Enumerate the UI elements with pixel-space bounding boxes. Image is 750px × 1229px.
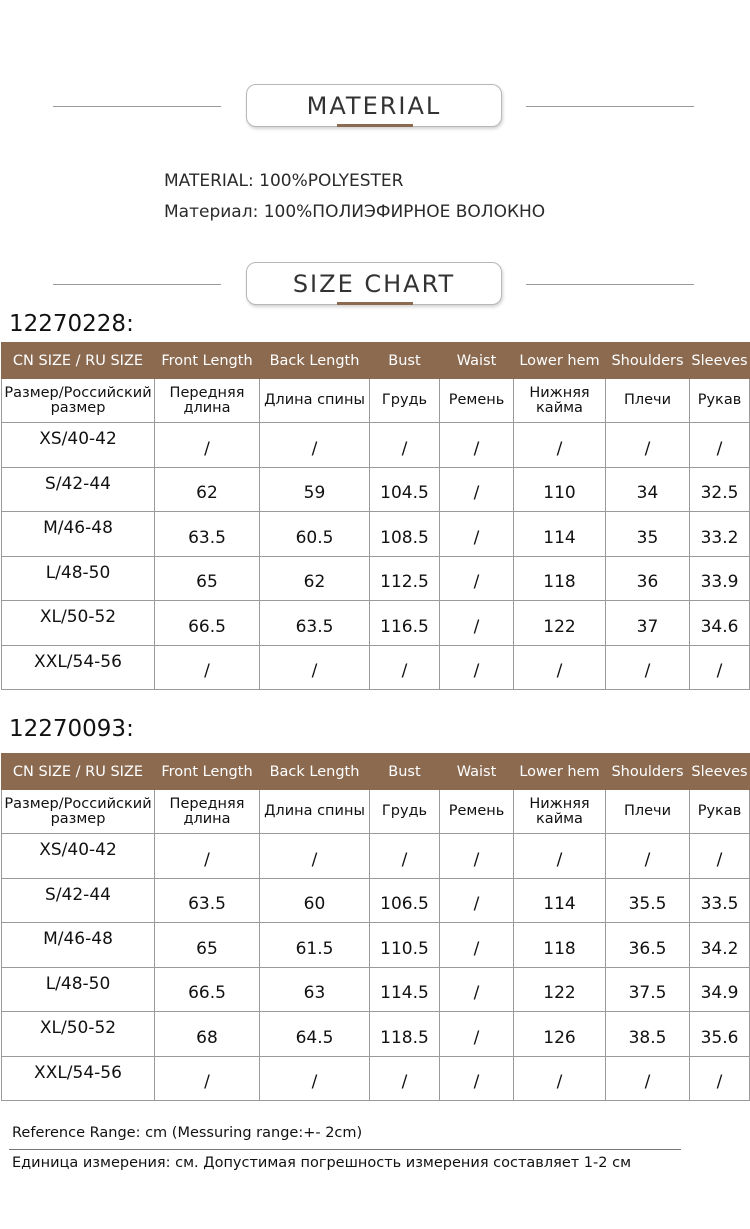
ru-column-header: Нижняя кайма — [514, 790, 606, 834]
measurement-cell: / — [440, 834, 514, 879]
size-table-2 — [1, 753, 750, 1101]
measurement-cell: / — [370, 1056, 440, 1101]
measurement-cell: 122 — [514, 967, 606, 1012]
table-row — [2, 834, 750, 879]
material-description — [164, 166, 545, 228]
measurement-cell: 126 — [514, 1012, 606, 1057]
ru-column-header: Грудь — [370, 790, 440, 834]
column-header: Lower hem — [514, 754, 606, 790]
column-header: Front Length — [155, 343, 260, 379]
ru-column-header: Размер/Российский размер — [2, 379, 155, 423]
column-header: Back Length — [260, 754, 370, 790]
table-row — [2, 467, 750, 512]
measurement-cell: 116.5 — [370, 601, 440, 646]
measurement-cell: 118.5 — [370, 1012, 440, 1057]
measurement-cell: / — [155, 423, 260, 468]
size-chart-section-header — [0, 262, 750, 308]
measurement-cell: 60.5 — [260, 512, 370, 557]
ru-column-header: Ремень — [440, 379, 514, 423]
column-header: Sleeves — [690, 343, 750, 379]
reference-range-ru: Единица измерения: см. Допустимая погрешность измерения составляет 1-2 см — [12, 1155, 632, 1171]
measurement-cell: 63 — [260, 967, 370, 1012]
measurement-cell: 65 — [155, 923, 260, 968]
table-row — [2, 878, 750, 923]
measurement-cell: / — [606, 645, 690, 690]
measurement-cell: / — [514, 1056, 606, 1101]
measurement-cell: 37.5 — [606, 967, 690, 1012]
measurement-cell: 34.6 — [690, 601, 750, 646]
footer-divider — [9, 1149, 681, 1150]
measurement-cell: / — [440, 967, 514, 1012]
ru-column-header: Ремень — [440, 790, 514, 834]
measurement-cell: 68 — [155, 1012, 260, 1057]
measurement-cell: / — [370, 834, 440, 879]
measurement-cell: 33.2 — [690, 512, 750, 557]
column-header: Waist — [440, 343, 514, 379]
measurement-cell: 66.5 — [155, 967, 260, 1012]
size-label-cell: L/48-50 — [2, 967, 155, 1012]
measurement-cell: / — [260, 834, 370, 879]
ru-column-header: Длина спины — [260, 379, 370, 423]
size-label-cell: S/42-44 — [2, 878, 155, 923]
table-row — [2, 1056, 750, 1101]
measurement-cell: 114 — [514, 512, 606, 557]
measurement-cell: 62 — [260, 556, 370, 601]
measurement-cell: 34.9 — [690, 967, 750, 1012]
ru-header-row — [2, 790, 750, 834]
divider-left — [53, 106, 221, 107]
reference-range-en: Reference Range: cm (Messuring range:+- 2cm) — [12, 1125, 363, 1141]
material-line-en: MATERIAL: 100%POLYESTER — [164, 171, 404, 191]
measurement-cell: 63.5 — [260, 601, 370, 646]
measurement-cell: 110.5 — [370, 923, 440, 968]
measurement-cell: 114.5 — [370, 967, 440, 1012]
measurement-cell: 35.6 — [690, 1012, 750, 1057]
measurement-cell: / — [514, 834, 606, 879]
measurement-cell: 32.5 — [690, 467, 750, 512]
table-row — [2, 601, 750, 646]
ru-column-header: Передняя длина — [155, 790, 260, 834]
measurement-cell: / — [260, 1056, 370, 1101]
measurement-cell: 63.5 — [155, 878, 260, 923]
measurement-cell: 38.5 — [606, 1012, 690, 1057]
measurement-cell: 34 — [606, 467, 690, 512]
divider-right — [526, 284, 694, 285]
measurement-cell: / — [155, 1056, 260, 1101]
measurement-cell: / — [440, 645, 514, 690]
size-label-cell: L/48-50 — [2, 556, 155, 601]
measurement-cell: / — [690, 423, 750, 468]
ru-column-header: Размер/Российский размер — [2, 790, 155, 834]
measurement-cell: 64.5 — [260, 1012, 370, 1057]
measurement-cell: 108.5 — [370, 512, 440, 557]
measurement-cell: / — [260, 645, 370, 690]
column-header: Front Length — [155, 754, 260, 790]
measurement-cell: / — [606, 834, 690, 879]
measurement-cell: 112.5 — [370, 556, 440, 601]
measurement-cell: / — [440, 512, 514, 557]
column-header: Bust — [370, 754, 440, 790]
size-chart-title: SIZE CHART — [246, 262, 502, 305]
column-header: Waist — [440, 754, 514, 790]
size-label-cell: XL/50-52 — [2, 601, 155, 646]
column-header: Bust — [370, 343, 440, 379]
size-label-cell: S/42-44 — [2, 467, 155, 512]
material-title: MATERIAL — [246, 84, 502, 127]
measurement-cell: 59 — [260, 467, 370, 512]
column-header: CN SIZE / RU SIZE — [2, 754, 155, 790]
column-header: CN SIZE / RU SIZE — [2, 343, 155, 379]
measurement-cell: 66.5 — [155, 601, 260, 646]
measurement-cell: 35.5 — [606, 878, 690, 923]
measurement-cell: / — [440, 467, 514, 512]
measurement-cell: / — [155, 645, 260, 690]
ru-column-header: Рукав — [690, 790, 750, 834]
measurement-cell: / — [514, 423, 606, 468]
measurement-cell: 118 — [514, 923, 606, 968]
size-table-1 — [1, 342, 750, 690]
ru-column-header: Рукав — [690, 379, 750, 423]
measurement-cell: / — [440, 1056, 514, 1101]
measurement-cell: / — [690, 1056, 750, 1101]
table-row — [2, 512, 750, 557]
measurement-cell: 110 — [514, 467, 606, 512]
size-label-cell: XS/40-42 — [2, 423, 155, 468]
measurement-cell: / — [514, 645, 606, 690]
measurement-cell: 35 — [606, 512, 690, 557]
product-code-2: 12270093: — [9, 716, 134, 742]
measurement-cell: 61.5 — [260, 923, 370, 968]
divider-right — [526, 106, 694, 107]
measurement-cell: 122 — [514, 601, 606, 646]
size-label-cell: XS/40-42 — [2, 834, 155, 879]
header-row — [2, 343, 750, 379]
material-section-header — [0, 84, 750, 130]
measurement-cell: 33.9 — [690, 556, 750, 601]
size-label-cell: M/46-48 — [2, 512, 155, 557]
table-row — [2, 923, 750, 968]
measurement-cell: 33.5 — [690, 878, 750, 923]
measurement-cell: 36.5 — [606, 923, 690, 968]
size-label-cell: XXL/54-56 — [2, 1056, 155, 1101]
measurement-cell: / — [606, 1056, 690, 1101]
measurement-cell: / — [260, 423, 370, 468]
table-row — [2, 645, 750, 690]
measurement-cell: 114 — [514, 878, 606, 923]
measurement-cell: / — [440, 601, 514, 646]
measurement-cell: / — [440, 1012, 514, 1057]
divider-left — [53, 284, 221, 285]
measurement-cell: / — [440, 556, 514, 601]
ru-header-row — [2, 379, 750, 423]
size-label-cell: XXL/54-56 — [2, 645, 155, 690]
measurement-cell: 62 — [155, 467, 260, 512]
measurement-cell: / — [440, 923, 514, 968]
measurement-cell: 65 — [155, 556, 260, 601]
measurement-cell: / — [440, 878, 514, 923]
header-row — [2, 754, 750, 790]
column-header: Sleeves — [690, 754, 750, 790]
column-header: Shoulders — [606, 343, 690, 379]
measurement-cell: / — [370, 423, 440, 468]
column-header: Back Length — [260, 343, 370, 379]
ru-column-header: Длина спины — [260, 790, 370, 834]
size-label-cell: M/46-48 — [2, 923, 155, 968]
measurement-cell: / — [370, 645, 440, 690]
title-accent-underline — [337, 124, 413, 127]
measurement-cell: / — [606, 423, 690, 468]
ru-column-header: Плечи — [606, 790, 690, 834]
measurement-cell: / — [690, 645, 750, 690]
measurement-cell: / — [155, 834, 260, 879]
measurement-cell: 60 — [260, 878, 370, 923]
measurement-cell: / — [690, 834, 750, 879]
ru-column-header: Нижняя кайма — [514, 379, 606, 423]
material-line-ru: Материал: 100%ПОЛИЭФИРНОЕ ВОЛОКНО — [164, 202, 546, 222]
table-row — [2, 1012, 750, 1057]
measurement-cell: 34.2 — [690, 923, 750, 968]
column-header: Shoulders — [606, 754, 690, 790]
table-row — [2, 423, 750, 468]
title-accent-underline — [337, 302, 413, 305]
measurement-cell: 63.5 — [155, 512, 260, 557]
ru-column-header: Плечи — [606, 379, 690, 423]
measurement-cell: 106.5 — [370, 878, 440, 923]
measurement-cell: 36 — [606, 556, 690, 601]
size-label-cell: XL/50-52 — [2, 1012, 155, 1057]
measurement-cell: 118 — [514, 556, 606, 601]
measurement-cell: 104.5 — [370, 467, 440, 512]
measurement-cell: 37 — [606, 601, 690, 646]
table-row — [2, 556, 750, 601]
ru-column-header: Передняя длина — [155, 379, 260, 423]
product-code-1: 12270228: — [9, 311, 134, 337]
ru-column-header: Грудь — [370, 379, 440, 423]
column-header: Lower hem — [514, 343, 606, 379]
measurement-cell: / — [440, 423, 514, 468]
table-row — [2, 967, 750, 1012]
